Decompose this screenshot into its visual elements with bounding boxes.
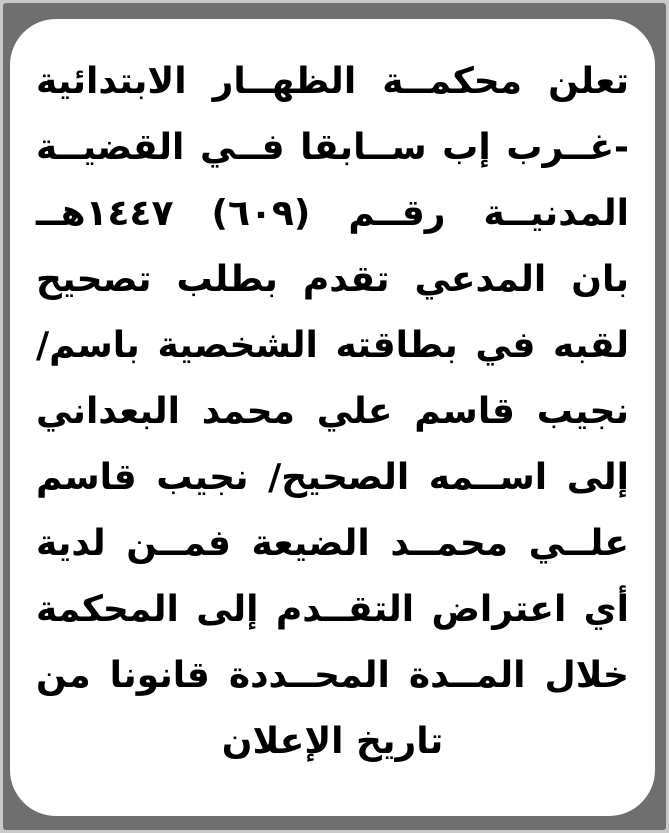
- notice-line-9: أي اعتراض التقــدم إلى المحكمة: [36, 589, 629, 630]
- notice-line-10: خلال المــدة المحــددة قانونا من: [36, 655, 629, 696]
- notice-line-11: تاريخ الإعلان: [221, 721, 444, 762]
- notice-line-1: تعلن محكمــة الظهــار الابتدائية: [36, 61, 629, 102]
- notice-line-2: -غــرب إب ســابقا فــي القضيــة: [36, 127, 629, 168]
- notice-line-4: بان المدعي تقدم بطلب تصحيح: [36, 259, 629, 300]
- notice-line-5: لقبه في بطاقته الشخصية باسم/: [36, 325, 629, 366]
- notice-line-6: نجيب قاسم علي محمد البعداني: [36, 391, 629, 432]
- notice-line-3: المدنيــة رقــم (٦٠٩) ١٤٤٧هــ: [36, 193, 629, 234]
- notice-line-7: إلى اســمه الصحيح/ نجيب قاسم: [36, 457, 629, 498]
- notice-card: [10, 19, 655, 816]
- notice-frame: [3, 3, 666, 830]
- notice-line-8: علــي محمــد الضيعة فمــن لدية: [36, 523, 629, 564]
